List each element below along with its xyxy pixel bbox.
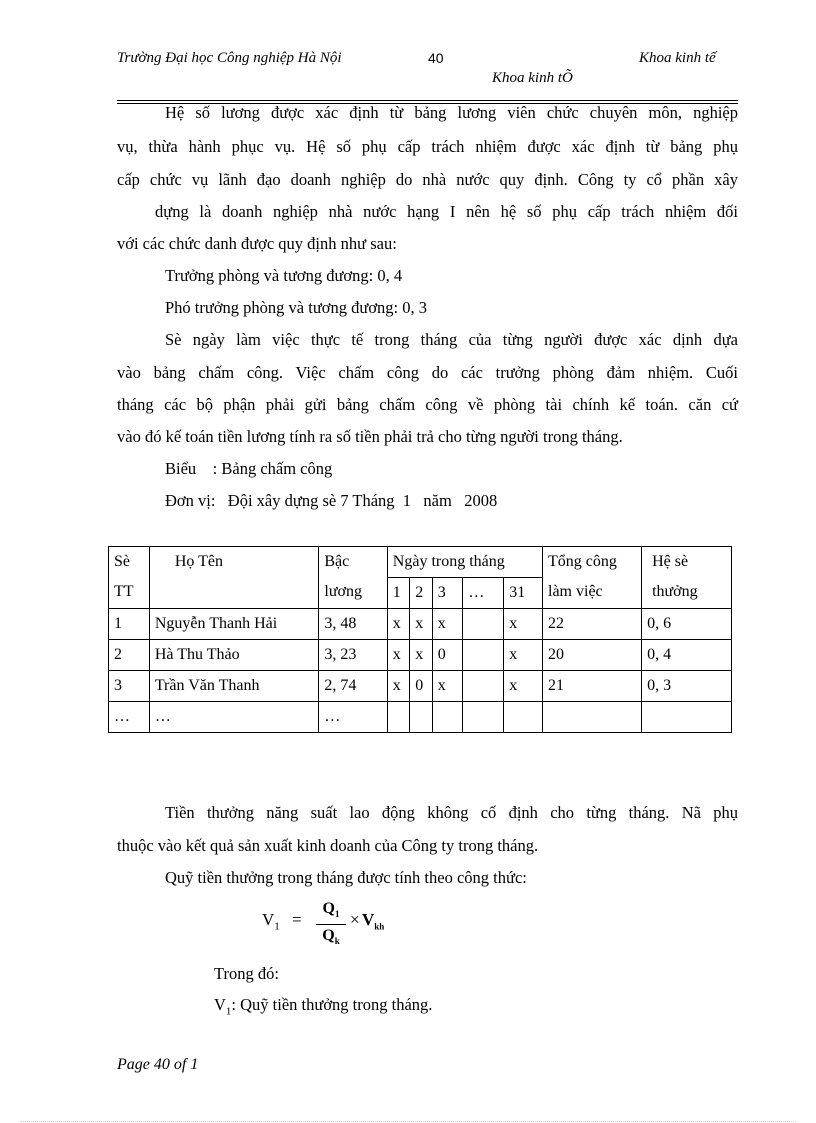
paragraph-line: vào đó kế toán tiền lương tính ra số tiền phải trả cho từng người trong tháng. (117, 427, 623, 446)
header-total: Tổng công làm việc (543, 547, 642, 609)
cell-day: 0 (410, 671, 432, 702)
cell-day: 0 (432, 640, 463, 671)
cell-total (543, 702, 642, 733)
paragraph-line: dựng là doanh nghiệp nhà nước hạng I nên hệ số phụ cấp trách nhiệm đối (155, 202, 738, 221)
header-stt: Sè TT (109, 547, 150, 609)
paragraph-line: Quỹ tiền thưởng trong tháng được tính theo công thức: (165, 868, 527, 887)
cell-stt: 2 (109, 640, 150, 671)
cell-day: x (504, 609, 543, 640)
cell-grade: 3, 23 (319, 640, 387, 671)
header-grade: Bậc lương (319, 547, 387, 609)
cell-day (432, 702, 463, 733)
cell-bonus (642, 702, 732, 733)
cell-name: … (149, 702, 319, 733)
cell-bonus: 0, 6 (642, 609, 732, 640)
cell-day: x (387, 671, 409, 702)
cell-day (463, 671, 504, 702)
page-footer: Page 40 of 1 (117, 1056, 199, 1073)
page-bottom-border (20, 1121, 796, 1122)
cell-day: x (504, 671, 543, 702)
table-caption: Biểu : Bảng chấm công (165, 459, 333, 478)
day-label: 2 (410, 578, 432, 609)
cell-day (387, 702, 409, 733)
formula-numerator: Q (322, 900, 335, 917)
cell-bonus: 0, 3 (642, 671, 732, 702)
formula-rhs-sub: kh (374, 921, 385, 932)
day-label: 3 (432, 578, 463, 609)
cell-grade: … (319, 702, 387, 733)
cell-day: x (410, 609, 432, 640)
paragraph-line: vụ, thừa hành phục vụ. Hệ số phụ cấp trách nhiệm được xác định từ bảng phụ (117, 137, 738, 156)
paragraph-line: Hệ số lương được xác định từ bảng lương viên chức chuyên môn, nghiệp (165, 103, 738, 122)
cell-day: x (387, 640, 409, 671)
day-label: 31 (504, 578, 543, 609)
paragraph-line: cấp chức vụ lãnh đạo doanh nghiệp do nhà nước quy định. Công ty cổ phần xây (117, 170, 738, 189)
paragraph-line: với các chức danh được quy định như sau: (117, 234, 397, 253)
paragraph-line: Tiền thưởng năng suất lao động không cố định cho từng tháng. Nã phụ (165, 803, 738, 822)
paragraph-line: thuộc vào kết quả sản xuất kinh doanh của Công ty trong tháng. (117, 836, 539, 855)
header-name: Họ Tên (149, 547, 319, 609)
cell-grade: 2, 74 (319, 671, 387, 702)
paragraph-line: Trưởng phòng và tương đương: 0, 4 (165, 266, 403, 285)
table-header-row (109, 547, 732, 578)
paragraph-line: tháng các bộ phận phải gửi bảng chấm công về phòng tài chính kế toán. căn cứ (117, 395, 738, 414)
formula-v-symbol: V (262, 910, 275, 929)
paragraph-line: Sè ngày làm việc thực tế trong tháng của từng người được xác dịnh dựa (165, 330, 738, 349)
attendance-table (108, 546, 732, 733)
cell-day (410, 702, 432, 733)
cell-name: Hà Thu Thảo (149, 640, 319, 671)
cell-day: x (432, 609, 463, 640)
header-school: Trường Đại học Công nghiệp Hà Nội (117, 50, 342, 66)
v1-symbol: V (214, 995, 226, 1014)
header-page-number: 40 (428, 50, 444, 66)
cell-day: x (432, 671, 463, 702)
cell-day (463, 702, 504, 733)
cell-day (463, 640, 504, 671)
header-days: Ngày trong tháng (387, 547, 542, 578)
table-row (109, 671, 732, 702)
v1-sub: 1 (225, 1005, 232, 1018)
cell-name: Nguyễn Thanh Hải (149, 609, 319, 640)
cell-day: x (410, 640, 432, 671)
cell-bonus: 0, 4 (642, 640, 732, 671)
cell-day: x (387, 609, 409, 640)
cell-stt: 3 (109, 671, 150, 702)
where-label: Trong đó: (214, 964, 279, 983)
header-bonus: Hệ sè thưởng (642, 547, 732, 609)
table-row (109, 702, 732, 733)
formula-v-sub: 1 (274, 920, 280, 933)
cell-day (463, 609, 504, 640)
header-faculty-second: Khoa kinh tÕ (492, 70, 573, 86)
cell-day: x (504, 640, 543, 671)
formula-numerator-sub: 1 (334, 909, 340, 920)
unit-line: Đơn vị: Đội xây dựng sè 7 Tháng 1 năm 2008 (165, 491, 498, 510)
day-label: … (463, 578, 504, 609)
where-v1 (214, 995, 432, 1017)
cell-stt: … (109, 702, 150, 733)
cell-stt: 1 (109, 609, 150, 640)
paragraph-line: vào bảng chấm công. Việc chấm công do các trưởng phòng đảm nhiệm. Cuối (117, 363, 738, 382)
cell-total: 21 (543, 671, 642, 702)
formula-denominator-sub: k (334, 936, 340, 947)
fraction-bar (316, 924, 346, 925)
header-faculty: Khoa kinh tế (639, 50, 716, 66)
cell-day (504, 702, 543, 733)
formula-equals: = (292, 910, 302, 929)
formula-denominator: Q (322, 927, 335, 944)
formula-rhs-symbol: V (362, 910, 375, 929)
cell-name: Trần Văn Thanh (149, 671, 319, 702)
formula-rhs (362, 910, 384, 931)
header-rule-top (117, 100, 738, 101)
day-label: 1 (387, 578, 409, 609)
formula-times: × (350, 910, 360, 929)
paragraph-line: Phó trưởng phòng và tương đương: 0, 3 (165, 298, 428, 317)
cell-total: 20 (543, 640, 642, 671)
table-row (109, 640, 732, 671)
cell-grade: 3, 48 (319, 609, 387, 640)
v1-text: : Quỹ tiền thưởng trong tháng. (231, 995, 433, 1014)
table-row (109, 609, 732, 640)
cell-total: 22 (543, 609, 642, 640)
